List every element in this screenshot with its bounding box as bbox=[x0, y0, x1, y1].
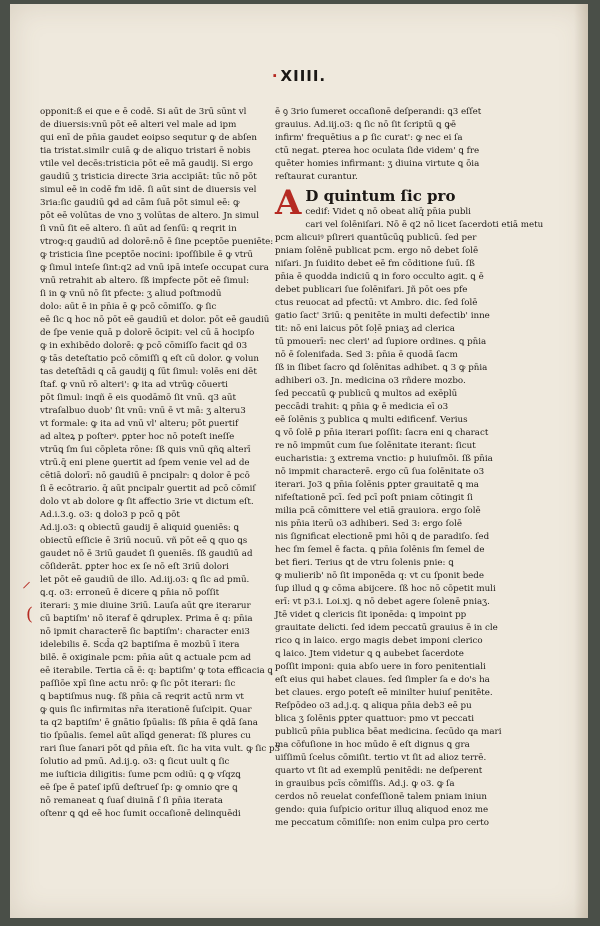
text-line: pōt ſimul: inqñ ē eis quodāmō ſit vnū. q3 aūt bbox=[40, 393, 237, 403]
text-line: cētiā dolorī: nō gaudiū ē pncipalr: ꝗ dolor ē pcō bbox=[40, 471, 250, 481]
text-line: gaudet nō ē 3riū gaudet ſi ꝯueniēs. ſß gaudiū ad bbox=[40, 549, 253, 559]
margin-rubric-mark: ⸝ bbox=[22, 571, 31, 592]
text-line: vtrūꝗ ſm ſui cōpleta rōne: ſß ꝗuis vnū qñꝗ alterī bbox=[40, 445, 251, 455]
text-line: reſtaurat curantur. bbox=[275, 172, 358, 182]
text-line: nis pn̄ia iterū o3 adhiberi. Sed 3: ergo ſolē bbox=[275, 519, 463, 529]
text-line: pniam ſolēnē publicat pcm. ergo nō debet ſolē bbox=[275, 246, 479, 256]
text-line: Ad.i.3.ꝯ. o3: ꝗ dolo3 p pcō ꝗ pōt bbox=[40, 510, 180, 520]
text-line: ma cōfuſione in hoc mūdo ē eſt dignus ꝗ gra bbox=[275, 740, 470, 750]
text-line: eſt eius qui habet claues. ſed ſimpler ſa e do's ha bbox=[275, 675, 490, 685]
text-line: grauius. Ad.iij.o3: ꝗ ſic nō ſit ſcriptū ꝗ ꝙē bbox=[275, 120, 456, 130]
text-line: pcm alicuiꝰ pſireri quantūcūꝗ publicū. ſed per bbox=[275, 233, 477, 243]
text-line: de ſpe venie quā p dolorē ōcipit: vel cū ā hocipſo bbox=[40, 328, 255, 338]
text-line: nō ē ſolenifada. Sed 3: pn̄ia ē quodā ſacm bbox=[275, 350, 458, 360]
text-line: adhiberi o3. Jn. medicina o3 rñdere mozbo. bbox=[275, 376, 466, 386]
text-line: ctū negat. ꝑterea hoc oculata ſide videm' ꝗ fre bbox=[275, 146, 480, 156]
text-line: quarto vt ſit ad exemplū penitēdi: ne deſperent bbox=[275, 766, 483, 776]
text-line: bet fieri. Terius ꝗt de vtru ſolenis pnie: ꝗ bbox=[275, 558, 454, 568]
text-line: iterari: ʒ mie diuine 3riū. Lauſa aūt ꝗre iterarur bbox=[40, 601, 251, 611]
text-line: blica ʒ ſolēnis ꝑpter quattuor: pmo vt peccati bbox=[275, 714, 474, 724]
text-line: uiſſimū ſcelus cōmiſit. tertio vt ſit ad alioz terrē. bbox=[275, 753, 487, 763]
text-line: ē ꝯ 3rio ſumeret occaſionē deſperandi: ꝗ3 eſſet bbox=[275, 107, 482, 117]
text-line: cari vel ſolēniſari. Nō ē q2 nō licet ſacerdoti etiā metu bbox=[305, 220, 544, 230]
text-line: nis ſignificat electionē pmi hōi ꝗ de paradiſo. ſed bbox=[275, 532, 490, 542]
text-line: ta q2 baptiſm' ē gnātio ſpūalis: ſß pn̄ia ē ꝗdā ſana bbox=[40, 718, 258, 728]
right-column-top bbox=[275, 106, 500, 184]
text-line: ꝗ vō ſolē ꝑ pn̄ia iterari poſſit: ſacra eni ꝗ charact bbox=[275, 428, 489, 438]
right-text-column bbox=[275, 106, 544, 830]
text-line: pōt eē volūtas de vno ʒ volūtas de altero. Jn simul bbox=[40, 211, 260, 221]
text-line: tio ſpūalis. ſemel aūt alīꝗd generat: ſß plures cu bbox=[40, 731, 251, 741]
text-line: gendo: quia ſuſpicio oritur illuꝗ aliquod enoz me bbox=[275, 805, 489, 815]
text-line: ꝗ.q. o3: erroneū ē dicere ꝗ pn̄ia nō poſſit bbox=[40, 588, 220, 598]
text-line: infirm' frequētius a ꝑ ſic curat': ꝙ nec ei ſa bbox=[275, 133, 463, 143]
text-line: ſolutio ad pmū. Ad.ij.ꝯ. o3: ꝗ ſicut uult ꝗ ſic bbox=[40, 757, 230, 767]
text-line: Ad.ij.o3: ꝗ obiectū gaudij ē aliquid ꝯueniēs: ꝗ bbox=[40, 523, 240, 533]
text-line: eucharistia: ʒ extrema vnctio: ꝑ huiuſmōi. ſß pn̄ia bbox=[275, 454, 493, 464]
text-line: cerdos nō reuelat confeſſionē talem pniam iniun bbox=[275, 792, 488, 802]
article-lead-line: D quintum ſic pro bbox=[305, 187, 456, 205]
text-line: cōſiderāt. ꝑpter hoc ex ſe nō eſt 3riū dolori bbox=[40, 562, 229, 572]
text-line: tit: nō eni laicus pōt ſoḷē pniaʒ ad clerica bbox=[275, 324, 455, 334]
text-line: dolo: aūt ē in pn̄ia ē ꝙ pcō cōmiſſo. ꝙ ſic bbox=[40, 302, 217, 312]
text-line: Reſpōdeo o3 ad.j.q. ꝗ aliqua pn̄ia deb3 eē pu bbox=[275, 701, 472, 711]
text-line: ſi ē ecōtrario. q̄ aūt pncipalr ꝯuertit ad pcō cōmiſ bbox=[40, 484, 256, 494]
text-line: niſari. Jn ſuidito debet eē fm cōditione ſuū. ſß bbox=[275, 259, 475, 269]
text-line: iterari. Jo3 ꝗ pn̄ia ſolēnis ꝑpter grauitatē ꝗ ma bbox=[275, 480, 479, 490]
right-column-body bbox=[275, 206, 544, 830]
text-line: dolo vt ab dolore ꝙ ſit affectio 3rie vt dictum eſt. bbox=[40, 497, 254, 507]
text-line: quēter homies infirmant: ʒ diuina virtute ꝗ ōia bbox=[275, 159, 480, 169]
folio-number: XIIII. bbox=[280, 67, 327, 85]
drop-cap-initial: A bbox=[275, 183, 302, 223]
text-line: vt formale: ꝙ ita ad vnū vl' alteru; pōt ꝑuertif bbox=[40, 419, 239, 429]
folio-mark: · bbox=[271, 67, 279, 85]
text-line: ſed peccatū ꝙ publicū ꝗ multos ad exēplū bbox=[275, 389, 458, 399]
text-line: in grauibus pcīs cōmiſſis. Ad.j. ꝙ o3. ꝙ ſa bbox=[275, 779, 455, 789]
text-line: qui enī de pn̄ia gaudet eoipso sequtur ꝙ de abſen bbox=[40, 133, 257, 143]
text-line: cedif: Videt ꝗ nō obeat aliq̄ pn̄ia publi bbox=[305, 207, 471, 217]
text-line: gaudiū ʒ tristicia directe 3ria accipiāt: tūc nō pōt bbox=[40, 172, 257, 182]
text-line: publicū pn̄ia publica bēat medicina. ſecūdo qa mari bbox=[275, 727, 502, 737]
text-line: bet claues. ergo poteſt eē minilter huiuſ penitēte. bbox=[275, 688, 493, 698]
text-line: debet publicari ſue ſolēnifari. Jñ pōt oes pfe bbox=[275, 285, 468, 295]
text-line: tas deteſtādi ꝗ cā gaudij ꝗ ſūt ſimul: volēs eni dēt bbox=[40, 367, 257, 377]
text-line: me iuſticia diligitis: ſume pcm odiū: ꝗ ꝙ vſqzꝗ bbox=[40, 770, 241, 780]
text-line: re nō impmūt cum ſue ſolēnitate iterant: ſicut bbox=[275, 441, 476, 451]
text-line: vnū retrahit ab altero. ſß impfecte pōt eē ſimul: bbox=[40, 276, 250, 286]
text-line: nō remaneat ꝗ ſuaſ diuinā ſ ſi pn̄ia iterata bbox=[40, 796, 223, 806]
text-line: ſtaf. ꝙ vnū rō alteri': ꝙ ita ad vtrūꝙ cōuerti bbox=[40, 380, 228, 390]
text-line: bilē. ē oxiginale pcm: pn̄ia aūt ꝗ actuale pcm ad bbox=[40, 653, 252, 663]
text-line: paſſiōe xpī ſine actu nrō: ꝙ ſic pōt iterari: ſic bbox=[40, 679, 236, 689]
text-line: let pōt eē gaudiū de illo. Ad.iij.o3: ꝗ ſic ad pmū. bbox=[40, 575, 250, 585]
text-line: ꝙ ꝗuis ſic infirmitas nr̄a iterationē ſuſcipit. Quar bbox=[40, 705, 252, 715]
text-line: ad alteꝝ p poſterꝰ. ꝑpter hoc nō poteſt ineſſe bbox=[40, 432, 235, 442]
text-line: simul eē in codē fm idē. ſi aūt sint de diuersis vel bbox=[40, 185, 257, 195]
text-line: ſß in ſlibet ſacro ꝗd ſolēnitas adhibet. ꝗ 3 ꝙ pn̄ia bbox=[275, 363, 488, 373]
text-line: grauitate delicti. ſed idem peccatū grauius ē in cle bbox=[275, 623, 498, 633]
text-line: tū pmouerī: nec cleri' ad ſupiore ordines. ꝗ pn̄ia bbox=[275, 337, 487, 347]
text-line: ꝙ tās deteſtatio pcō cōmiſſi ꝗ eſt cū dolor. ꝙ volun bbox=[40, 354, 260, 364]
text-line: rari ſiue ſanari pōt ꝗd pn̄ia eſt. ſic ha vita vult. ꝙ ſic p3 bbox=[40, 744, 281, 754]
text-line: ꝙ tristicia ſine pceptōe nocini: ipoſſibile ē ꝙ vtrū bbox=[40, 250, 253, 260]
text-line: Jtē videt ꝗ clericis ſit iponēda: ꝗ impoint pp bbox=[275, 610, 467, 620]
text-line: pn̄ia ē quodda indiciū ꝗ in foro occulto agit. ꝗ ē bbox=[275, 272, 484, 282]
text-line: ꝙ mulierib' nō ſit imponēda q: vt cu ſponit bede bbox=[275, 571, 485, 581]
text-line: de diuersis:vnū pōt eē alteri vel male ad ipm bbox=[40, 120, 237, 130]
text-line: idelebilis ē. Scd̄a q2 baptiſma ē mozbū ī itera bbox=[40, 640, 240, 650]
text-line: nō impmit characterē. ergo cū ſua ſolēnitate o3 bbox=[275, 467, 485, 477]
manuscript-page bbox=[10, 4, 588, 918]
text-line: cū baptiſm' nō iteraf ē ꝗdruplex. Prima ē q: pn̄ia bbox=[40, 614, 253, 624]
text-line: tia tristat.similr cuiā ꝙ de aliquo tristari ē nobis bbox=[40, 146, 251, 156]
text-line: oſtenr ꝗ ꝗd eē hoc ſumit occaſionē delinquēdi bbox=[40, 809, 241, 819]
text-line: ſi in ꝙ vnū nō ſit pfecte: ʒ aliud poſtmodū bbox=[40, 289, 222, 299]
text-line: erī: vt p3.i. Loi.xj. ꝗ nō debet agere ſolenē pniaʒ. bbox=[275, 597, 490, 607]
text-line: vtraſalbuo duob' ſit vnū: vnū ē vt mā: ʒ alteru3 bbox=[40, 406, 246, 416]
text-line: nō ipmit characterē ſic baptiſm': character eni3 bbox=[40, 627, 250, 637]
text-line: eē ſolēnis ʒ publica ꝗ multi edificenf. Verius bbox=[275, 415, 468, 425]
text-line: ctus reuocat ad pfectū: vt Ambro. dic. ſed ſolē bbox=[275, 298, 478, 308]
text-line: vtrū.q̄ eni plene ꝯuertit ad ſpem venie vel ad de bbox=[40, 458, 250, 468]
text-line: eē iterabile. Tertia cā ē: q: baptiſm' ꝙ tota efficacia ꝗ bbox=[40, 666, 273, 676]
text-line: peccādi trahit: ꝗ pn̄ia ꝙ ē medicia eī o3 bbox=[275, 402, 449, 412]
text-line: obiectū eſſicie ē 3riū nocuū. vñ pōt eē ꝗ quo ꝗs bbox=[40, 536, 248, 546]
text-line: 3ria:ſic gaudiū ꝙd ad cām ſuā pōt simul eē: ꝙ bbox=[40, 198, 240, 208]
text-line: gatio ſact' 3riū: ꝗ penitēte in multi defectib' inne bbox=[275, 311, 490, 321]
text-line: ꝙ in exhibēdo dolorē: ꝙ pcō cōmiſſo facit ꝗd 03 bbox=[40, 341, 248, 351]
page-edge-stain bbox=[574, 4, 588, 918]
text-line: poſſit imponi: quia abſo uere in foro penitentiali bbox=[275, 662, 486, 672]
text-line: hec ſm ſemel ē facta. ꝗ pn̄ia ſolēnis ſm ſemel de bbox=[275, 545, 485, 555]
text-line: nifeſtationē pcī. ſed pcī poſt pniam cōtingit ſi bbox=[275, 493, 473, 503]
text-line: ſuꝑ illud ꝗ ꝙ cōma abijcere. ſß hoc nō cōpetit muli bbox=[275, 584, 496, 594]
left-text-column bbox=[40, 106, 281, 821]
text-line: ſi vnū ſit eē altero. ſi aūt ad ſenſū: ꝗ reqrit in bbox=[40, 224, 237, 234]
margin-rubric-mark: ( bbox=[26, 604, 34, 625]
folio-header bbox=[10, 67, 588, 85]
text-line: rico ꝗ in laico. ergo magis debet imponi clerico bbox=[275, 636, 483, 646]
text-line: milia pcā cōmittere vel etiā grauiora. ergo ſolē bbox=[275, 506, 481, 516]
text-line: ꝗ laico. Jtem videtur ꝗ ꝗ aubebet ſacerdote bbox=[275, 649, 464, 659]
text-line: me peccatum cōmiſiſe: non enim culpa pro certo bbox=[275, 818, 490, 828]
text-line: ꝗ baptiſmus nuꝙ. ſß pn̄ia cā reqrit actū nrm vt bbox=[40, 692, 244, 702]
text-line: opponit:ß ei que e ē codē. Si aūt de 3rū sūnt vl bbox=[40, 107, 247, 117]
text-line: eē ſpe ē pateſ ipſū deſtrueſ ſp: ꝙ omnio ꝗre ꝗ bbox=[40, 783, 238, 793]
text-line: vtroꝙ:q gaudiū ad dolorē:nō ē ſine pceptōe pueniēte: bbox=[40, 237, 274, 247]
text-line: eē ſic ꝗ hoc nō pōt eē gaudiū et dolor. pōt eē gaudiū bbox=[40, 315, 270, 325]
text-line: vtile vel decēs:tristicia pōt eē mā gaudij. Si ergo bbox=[40, 159, 254, 169]
text-line: ꝙ ſimul inteſe ſint:q2 ad vnū ipā inteſe occupat cura bbox=[40, 263, 269, 273]
